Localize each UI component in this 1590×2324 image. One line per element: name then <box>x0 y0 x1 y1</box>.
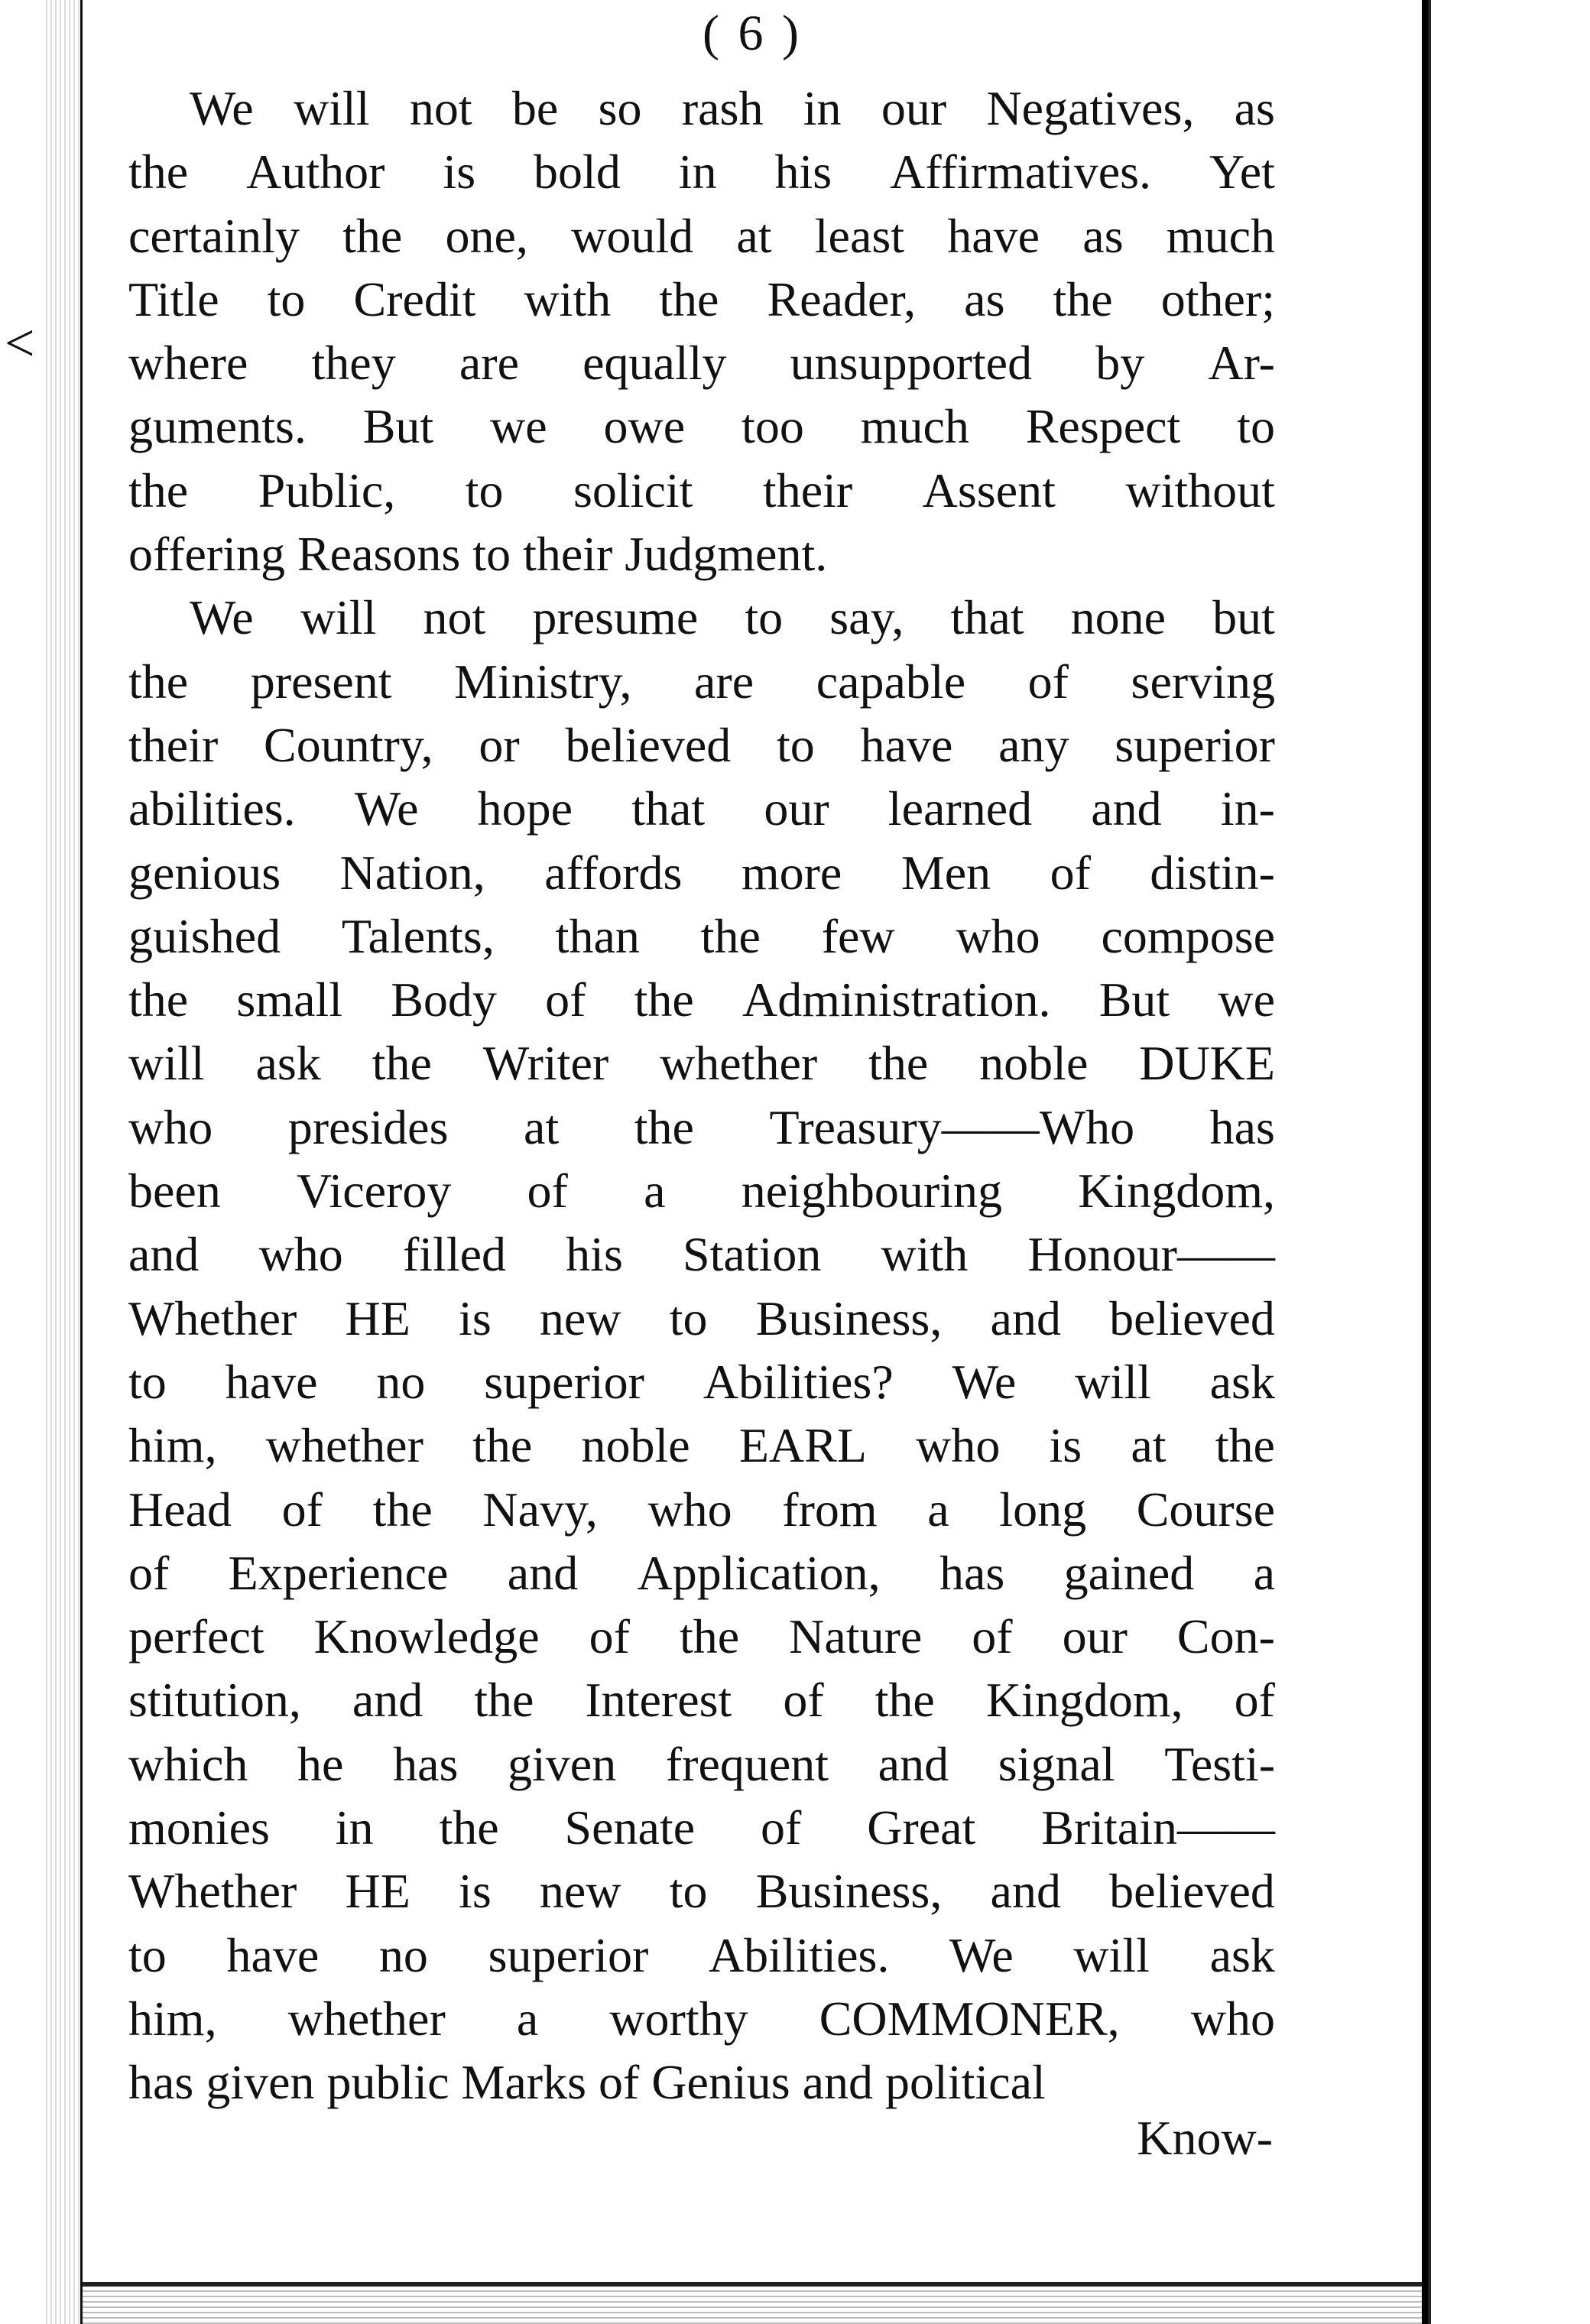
text-line: to have no superior Abilities? We will ask <box>128 1354 1275 1409</box>
text-line: the Public, to solicit their Assent without <box>128 463 1275 518</box>
text-line: has given public Marks of Genius and political <box>128 2055 1046 2110</box>
text-line: perfect Knowledge of the Nature of our Con- <box>128 1609 1275 1664</box>
facing-page-edge <box>1428 0 1590 2324</box>
text-line: him, whether a worthy COMMONER, who <box>128 1991 1275 2046</box>
text-line: of Experience and Application, has gained a <box>128 1545 1275 1600</box>
text-line: stitution, and the Interest of the Kingdom, of <box>128 1673 1275 1728</box>
text-line: the Author is bold in his Affirmatives. Yet <box>128 144 1275 200</box>
text-line: will ask the Writer whether the noble DUKE <box>128 1036 1275 1091</box>
text-line: abilities. We hope that our learned and in- <box>128 781 1275 836</box>
catchword: Know- <box>1137 2111 1273 2165</box>
text-line: monies in the Senate of Great Britain—— <box>128 1800 1275 1855</box>
document-page <box>83 0 1422 2287</box>
text-line: Title to Credit with the Reader, as the other; <box>128 271 1275 326</box>
text-line: which he has given frequent and signal Testi- <box>128 1736 1275 1791</box>
text-line: the present Ministry, are capable of serving <box>128 654 1275 709</box>
text-line: their Country, or believed to have any superior <box>128 717 1275 772</box>
binding-gutter <box>46 0 80 2324</box>
text-line: who presides at the Treasury——Who has <box>128 1099 1275 1154</box>
text-line: certainly the one, would at least have as much <box>128 208 1275 263</box>
text-line: Head of the Navy, who from a long Course <box>128 1482 1275 1537</box>
page-bottom-edge <box>83 2287 1422 2324</box>
left-binding-strip <box>0 0 83 2324</box>
text-line: guments. But we owe too much Respect to <box>128 399 1275 454</box>
text-line: and who filled his Station with Honour—— <box>128 1227 1275 1282</box>
text-line: Whether HE is new to Business, and believed <box>128 1864 1275 1919</box>
text-line: Whether HE is new to Business, and believed <box>128 1290 1275 1345</box>
text-line: guished Talents, than the few who compose <box>128 908 1275 963</box>
text-line: We will not be so rash in our Negatives, as <box>190 81 1275 135</box>
body-text <box>128 76 1275 2115</box>
text-line: him, whether the noble EARL who is at the <box>128 1418 1275 1473</box>
text-line: We will not presume to say, that none but <box>190 590 1275 645</box>
text-line: the small Body of the Administration. But we <box>128 972 1275 1027</box>
text-line: offering Reasons to their Judgment. <box>128 527 828 582</box>
page-number: ( 6 ) <box>703 5 802 61</box>
text-line: to have no superior Abilities. We will ask <box>128 1927 1275 1982</box>
text-line: genious Nation, affords more Men of distin- <box>128 845 1275 900</box>
text-line: been Viceroy of a neighbouring Kingdom, <box>128 1164 1275 1219</box>
margin-mark: < <box>5 314 35 373</box>
text-line: where they are equally unsupported by Ar- <box>128 336 1275 391</box>
